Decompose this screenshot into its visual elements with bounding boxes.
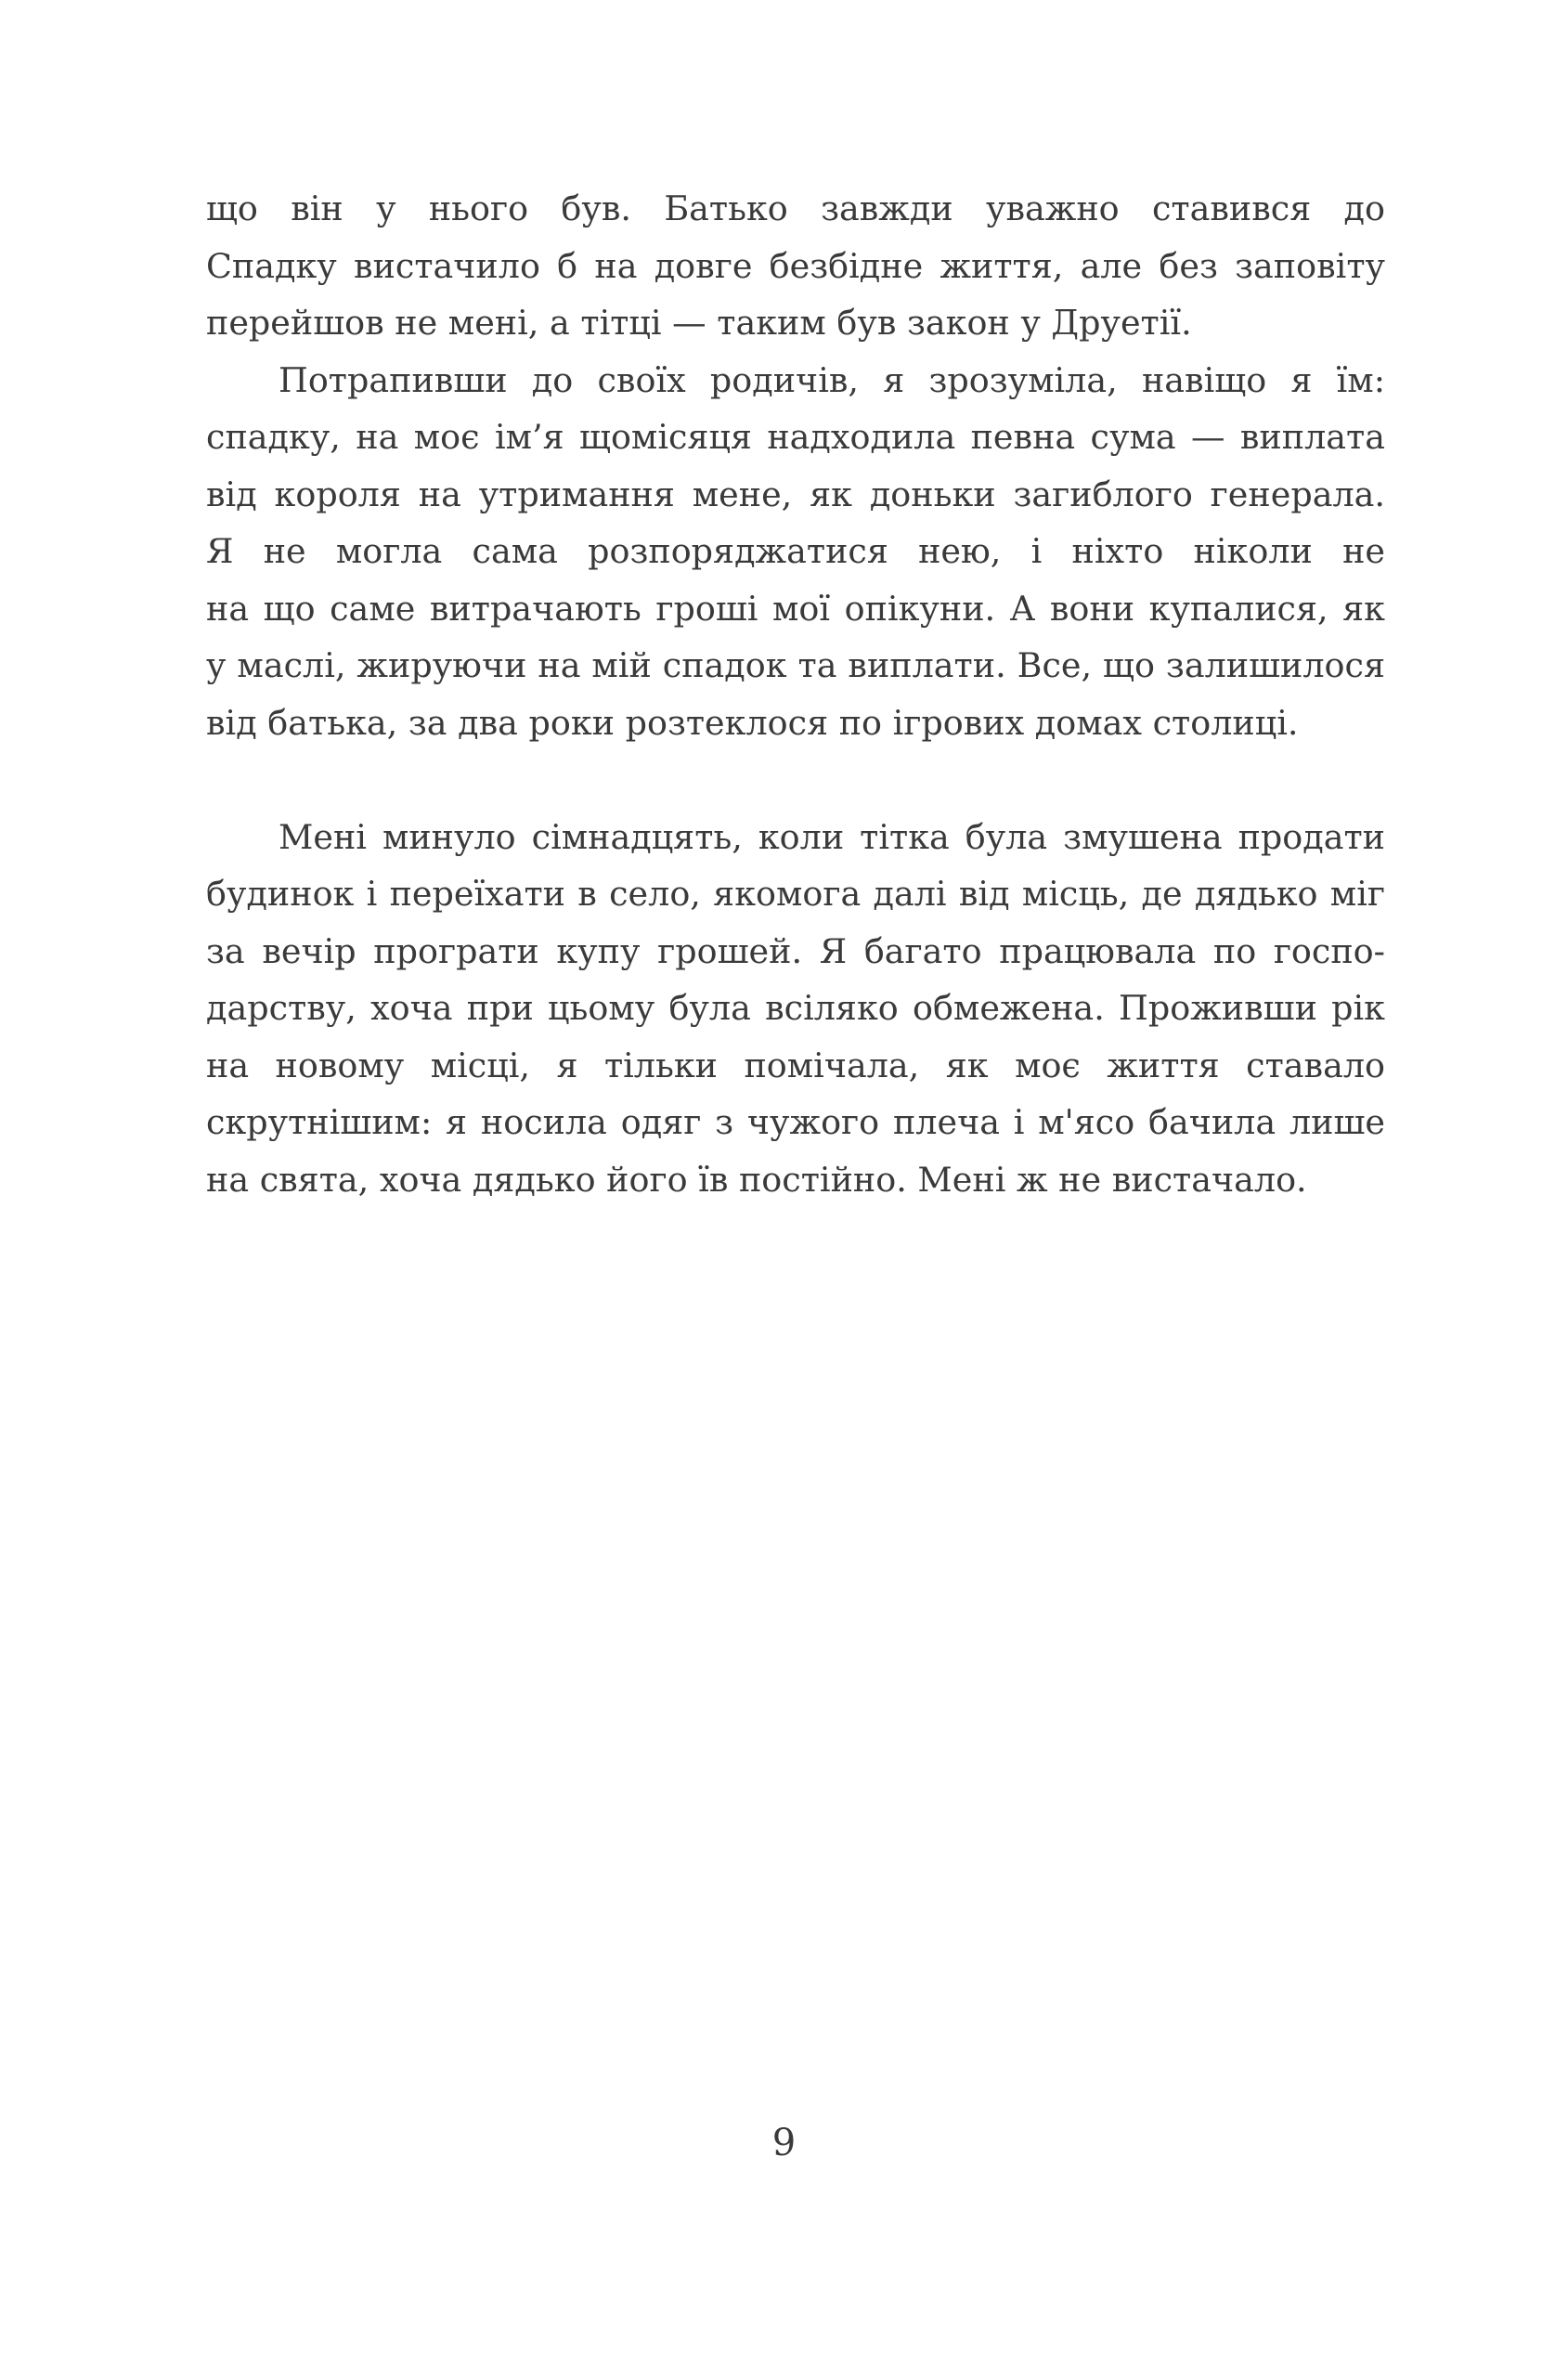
text-line: від короля на утримання мене, як доньки загиблого генерала. bbox=[206, 474, 1385, 514]
paragraph-1 bbox=[206, 180, 1385, 352]
text-line: перейшов не мені, а тітці — таким був закон у Друетії. bbox=[206, 303, 1192, 343]
text-line: за вечір програти купу грошей. Я багато працювала по госпо- bbox=[206, 930, 1385, 971]
text-line: дарству, хоча при цьому була всіляко обмежена. Проживши рік bbox=[206, 988, 1385, 1028]
text-line: Мені минуло сімнадцять, коли тітка була змушена продати bbox=[279, 816, 1385, 857]
text-line: на новому місці, я тільки помічала, як моє життя ставало bbox=[206, 1045, 1385, 1085]
text-line: від батька, за два роки розтеклося по ігрових домах столиці. bbox=[206, 702, 1299, 743]
paragraph-3 bbox=[206, 809, 1385, 1209]
text-line: у маслі, жируючи на мій спадок та виплати. Все, що залишилося bbox=[206, 645, 1385, 685]
text-line: скрутнішим: я носила одяг з чужого плеча і м'ясо бачила лише bbox=[206, 1102, 1385, 1142]
text-line: на що саме витрачають гроші мої опікуни. А вони купалися, як bbox=[206, 588, 1385, 629]
text-line: на свята, хоча дядько його їв постійно. Мені ж не вистачало. bbox=[206, 1159, 1307, 1200]
text-line: Я не могла сама розпоряджатися нею, і ніхто ніколи не bbox=[206, 531, 1385, 571]
text-line: Спадку вистачило б на довге безбідне життя, але без заповіту bbox=[206, 245, 1385, 286]
text-line: спадку, на моє ім’я щомісяця надходила певна сума — виплата bbox=[206, 417, 1385, 457]
text-line: Потрапивши до своїх родичів, я зрозуміла, навіщо я їм: bbox=[279, 359, 1385, 400]
section-break bbox=[206, 751, 1385, 809]
paragraph-2 bbox=[206, 352, 1385, 752]
text-line: будинок і переїхати в село, якомога далі від місць, де дядько міг bbox=[206, 874, 1385, 914]
page-number: 9 bbox=[771, 2122, 797, 2164]
body-text bbox=[206, 180, 1385, 1208]
text-line: що він у нього був. Батько завжди уважно ставився до bbox=[206, 188, 1385, 228]
